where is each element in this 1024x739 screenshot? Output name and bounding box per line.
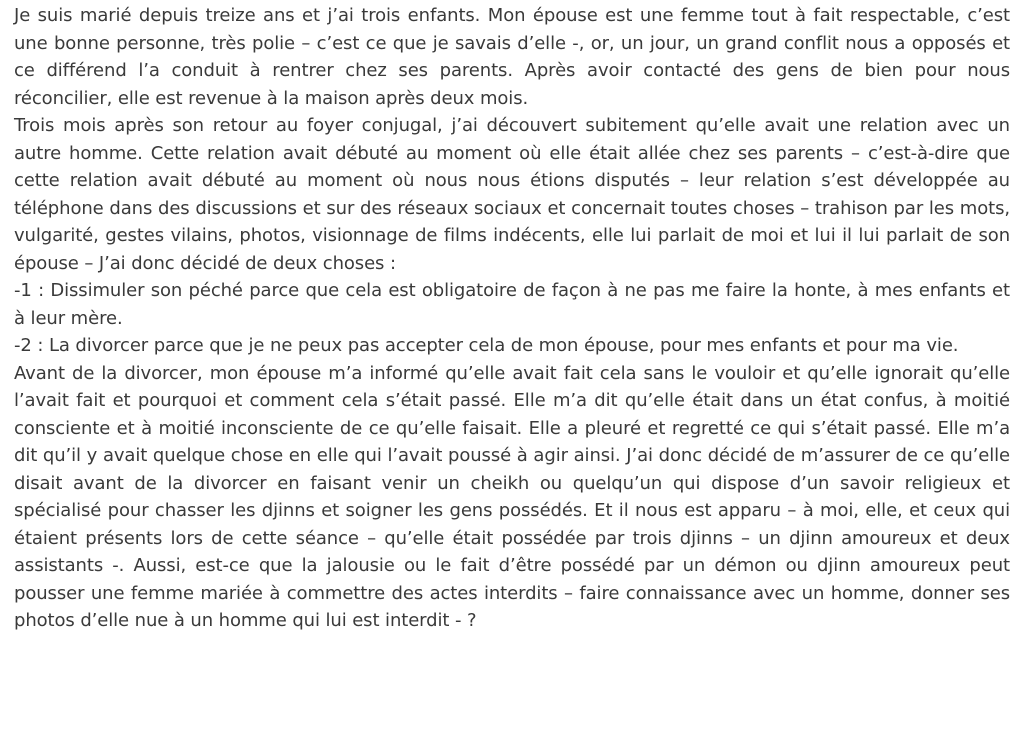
paragraph-question: Avant de la divorcer, mon épouse m’a informé qu’elle avait fait cela sans le vouloir et qu’elle ignorait qu’elle l’avait fait et pourquoi et comment cela s’était passé. Elle m’a dit qu’elle était dans un état confus, à moitié consciente et à moitié inconsciente de ce qu’elle faisait. Elle a pleuré et regretté ce qui s’était passé. Elle m’a dit qu’il y avait quelque chose en elle qui l’avait poussé à agir ainsi. J’ai donc décidé de m’assurer de ce qu’elle disait avant de la divorcer en faisant venir un cheikh ou quelqu’un qui dispose d’un savoir religieux et spécialisé pour chasser les djinns et soigner les gens possédés. Et il nous est apparu – à moi, elle, et ceux qui étaient présents lors de cette séance – qu’elle était possédée par trois djinns – un djinn amoureux et deux assistants -. Aussi, est-ce que la jalousie ou le fait d’être possédé par un démon ou djinn amoureux peut pousser une femme mariée à commettre des actes interdits – faire connaissance avec un homme, donner ses photos d’elle nue à un homme qui lui est interdit - ? — [14, 362, 1010, 631]
paragraph-decision-1: -1 : Dissimuler son péché parce que cela est obligatoire de façon à ne pas me faire la honte, à mes enfants et à leur mère. — [14, 280, 1010, 329]
paragraph-decision-2: -2 : La divorcer parce que je ne peux pas accepter cela de mon épouse, pour mes enfants et pour ma vie. — [14, 335, 959, 356]
paragraph-discovery: Trois mois après son retour au foyer conjugal, j’ai découvert subitement qu’elle avait une relation avec un autre homme. Cette relation avait débuté au moment où elle était allée chez ses parents – c’est-à-dire que cette relation avait débuté au moment où nous nous étions disputés – leur relation s’est développée au téléphone dans des discussions et sur des réseaux sociaux et concernait toutes choses – trahison par les mots, vulgarité, gestes vilains, photos, visionnage de films indécents, elle lui parlait de moi et lui il lui parlait de son épouse – J’ai donc décidé de deux choses : — [14, 115, 1010, 274]
paragraph-intro: Je suis marié depuis treize ans et j’ai trois enfants. Mon épouse est une femme tout à fait respectable, c’est une bonne personne, très polie – c’est ce que je savais d’elle -, or, un jour, un grand conflit nous a opposés et ce différend l’a conduit à rentrer chez ses parents. Après avoir contacté des gens de bien pour nous réconcilier, elle est revenue à la maison après deux mois. — [14, 5, 1010, 109]
